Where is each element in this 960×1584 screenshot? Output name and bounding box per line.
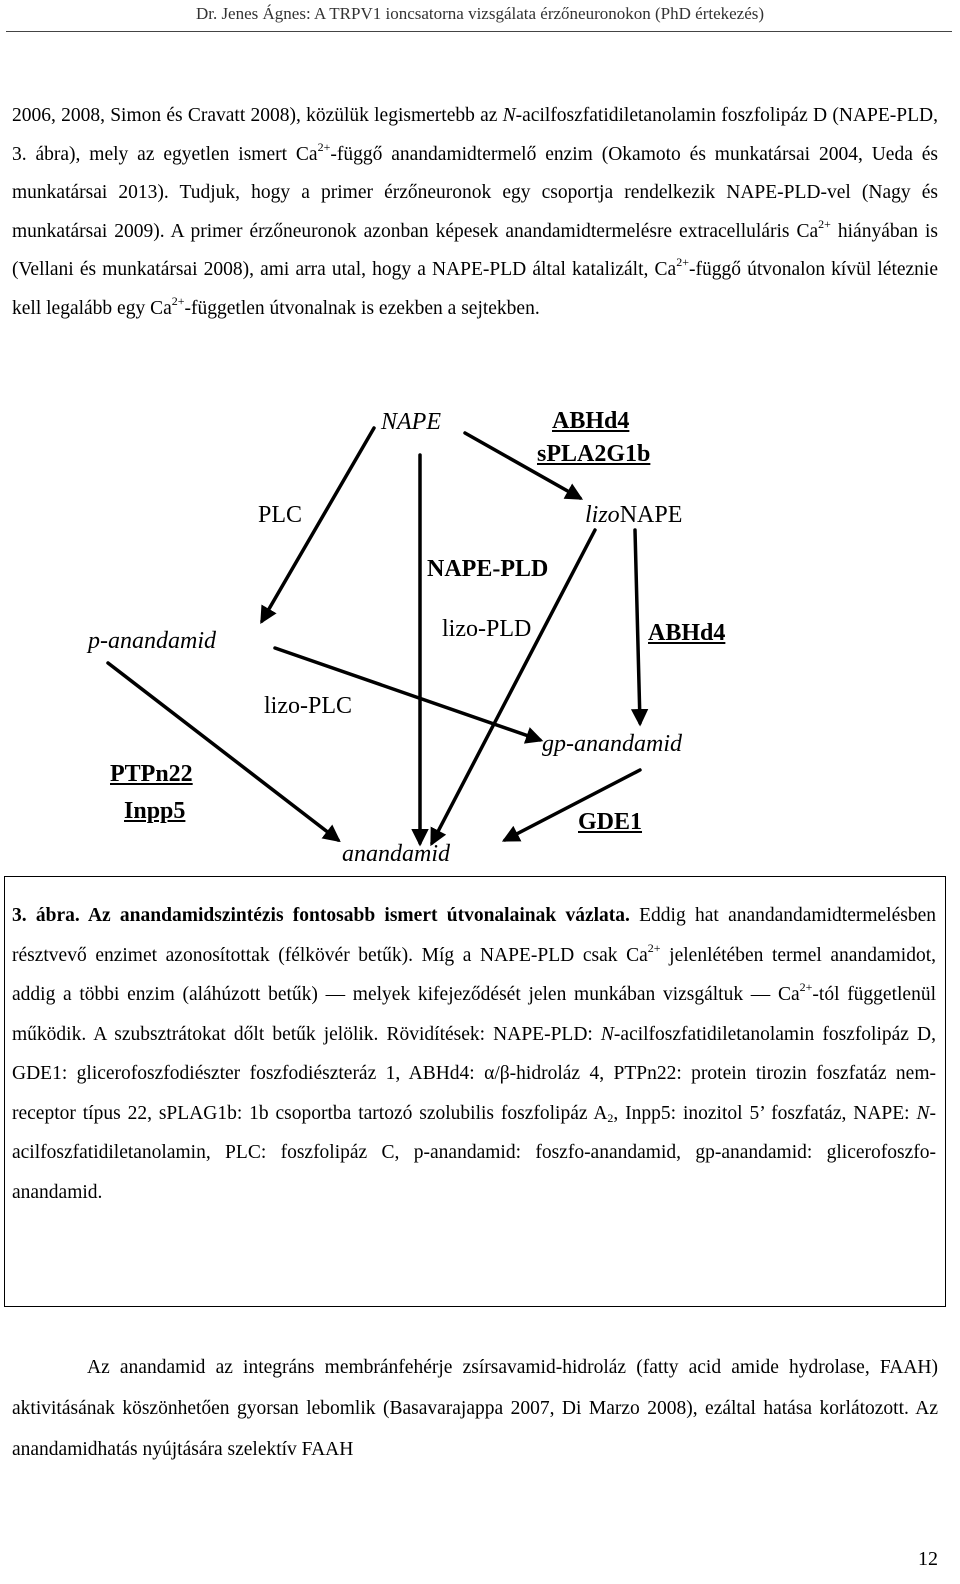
para1-text-5: -függő útvonalon kívül léteznie kell legalább egy Ca: [12, 259, 939, 319]
para1-sup-2: 2+: [818, 216, 831, 231]
caption-text-2: jelenlétében termel anandamidot, addig a többi enzim (aláhúzott betűk) — melyek kifejeződését jelen munkában vizsgáltuk — Ca: [12, 944, 936, 1005]
para2-text: Az anandamid az integráns membránfehérje zsírsavamid-hidroláz (fatty acid amide hydrolase, FAAH) aktivitásának köszönhetően gyorsan lebomlik (Basavarajappa 2007, Di Marzo 2008), ezáltal hatása korlátozott. Az anandamidhatás nyújtására szelektív FAAH: [12, 1357, 938, 1460]
label-lizonape: [585, 501, 682, 529]
para1-n-italic: N: [502, 105, 516, 126]
anandamide-pathway-diagram: [0, 395, 960, 885]
label-abhd4-right: ABHd4: [648, 620, 726, 646]
caption-text-3: -tól függetlenül működik. A szubsztrátokat dőlt betűk jelölik. Rövidítések: NAPE-PLD:: [12, 984, 936, 1045]
para1-sup-1: 2+: [317, 139, 331, 154]
label-lizo-pld: lizo-PLD: [442, 616, 532, 642]
label-gp-anandamid: gp-anandamid: [542, 731, 682, 757]
caption-text-1: Eddig hat anandandamidtermelésben résztvevő enzimet azonosítottak (félkövér betűk). Míg a NAPE-PLD csak Ca: [12, 905, 936, 966]
caption-n-italic-2: N: [916, 1102, 930, 1124]
para1-text-4: hiányában is (Vellani és munkatársai 2008), ami arra utal, hogy a NAPE-PLD által katalizált, Ca: [12, 220, 939, 280]
body-paragraph-1: [12, 97, 938, 328]
label-p-anandamid: p-anandamid: [88, 628, 216, 654]
label-nape: NAPE: [381, 409, 441, 435]
caption-label: 3. ábra. Az anandamidszintézis fontosabb ismert útvonalainak vázlata.: [12, 905, 630, 926]
caption-text-5: , Inpp5: inozitol 5’ foszfatáz, NAPE:: [613, 1102, 917, 1124]
label-plc: PLC: [258, 502, 303, 528]
caption-sup-2: 2+: [799, 980, 813, 994]
label-ptpn22: PTPn22: [110, 761, 193, 787]
para1-text-1: 2006, 2008, Simon és Cravatt 2008), közülük legismertebb az: [12, 105, 503, 126]
arrow-lizonape-to-gp-anandamid: [635, 530, 640, 723]
label-anandamid: anandamid: [342, 841, 450, 867]
para1-text-3: -függő anandamidtermelő enzim (Okamoto és munkatársai 2004, Ueda és munkatársai 2013). Tudjuk, hogy a primer érzőneuronok egy csoportja rendelkezik NAPE-PLD-vel (Nagy és munkatársai 2009). A primer érzőneuronok azonban képesek anandamidtermelésre extracelluláris Ca: [12, 143, 938, 242]
caption-text-4: -acilfoszfatidiletanolamin foszfolipáz D, GDE1: glicerofoszfodiészter foszfodiészteráz 1, ABHd4: α/β-hidroláz 4, PTPn22: protein tirozin foszfatáz nem-receptor típus 22, sPLAG1b: 1b csoportba tartozó szolubilis foszfolipáz A: [12, 1023, 936, 1124]
label-nape-pld: NAPE-PLD: [427, 556, 549, 582]
caption-n-italic-1: N: [600, 1023, 614, 1045]
label-inpp5: Inpp5: [124, 798, 186, 824]
page-number: 12: [918, 1548, 938, 1570]
label-spla2g1b: sPLA2G1b: [537, 441, 651, 467]
caption-sub: 2: [607, 1110, 614, 1125]
lizonape-prefix: lizo: [585, 502, 620, 528]
body-paragraph-2: [12, 1347, 938, 1470]
para1-sup-3: 2+: [676, 255, 689, 269]
para1-sup-4: 2+: [171, 293, 185, 308]
para1-text-6: -független útvonalnak is ezekben a sejtekben.: [184, 297, 540, 319]
label-lizo-plc: lizo-PLC: [264, 693, 352, 719]
header-rule: [6, 31, 952, 32]
label-abhd4-top: ABHd4: [552, 408, 630, 434]
figure-caption: [12, 896, 936, 1212]
running-header: Dr. Jenes Ágnes: A TRPV1 ioncsatorna vizsgálata érzőneuronokon (PhD értekezés): [195, 4, 765, 23]
caption-text-6: -acilfoszfatidiletanolamin, PLC: foszfolipáz C, p-anandamid: foszfo-anandamid, gp-anandamid: glicerofoszfo-anandamid.: [12, 1102, 936, 1203]
label-gde1: GDE1: [578, 809, 643, 835]
para1-text-2: -acilfoszfatidiletanolamin foszfolipáz D (NAPE-PLD, 3. ábra), mely az egyetlen ismert Ca: [12, 105, 938, 165]
caption-sup-1: 2+: [647, 940, 661, 955]
lizonape-suffix: NAPE: [619, 502, 683, 528]
